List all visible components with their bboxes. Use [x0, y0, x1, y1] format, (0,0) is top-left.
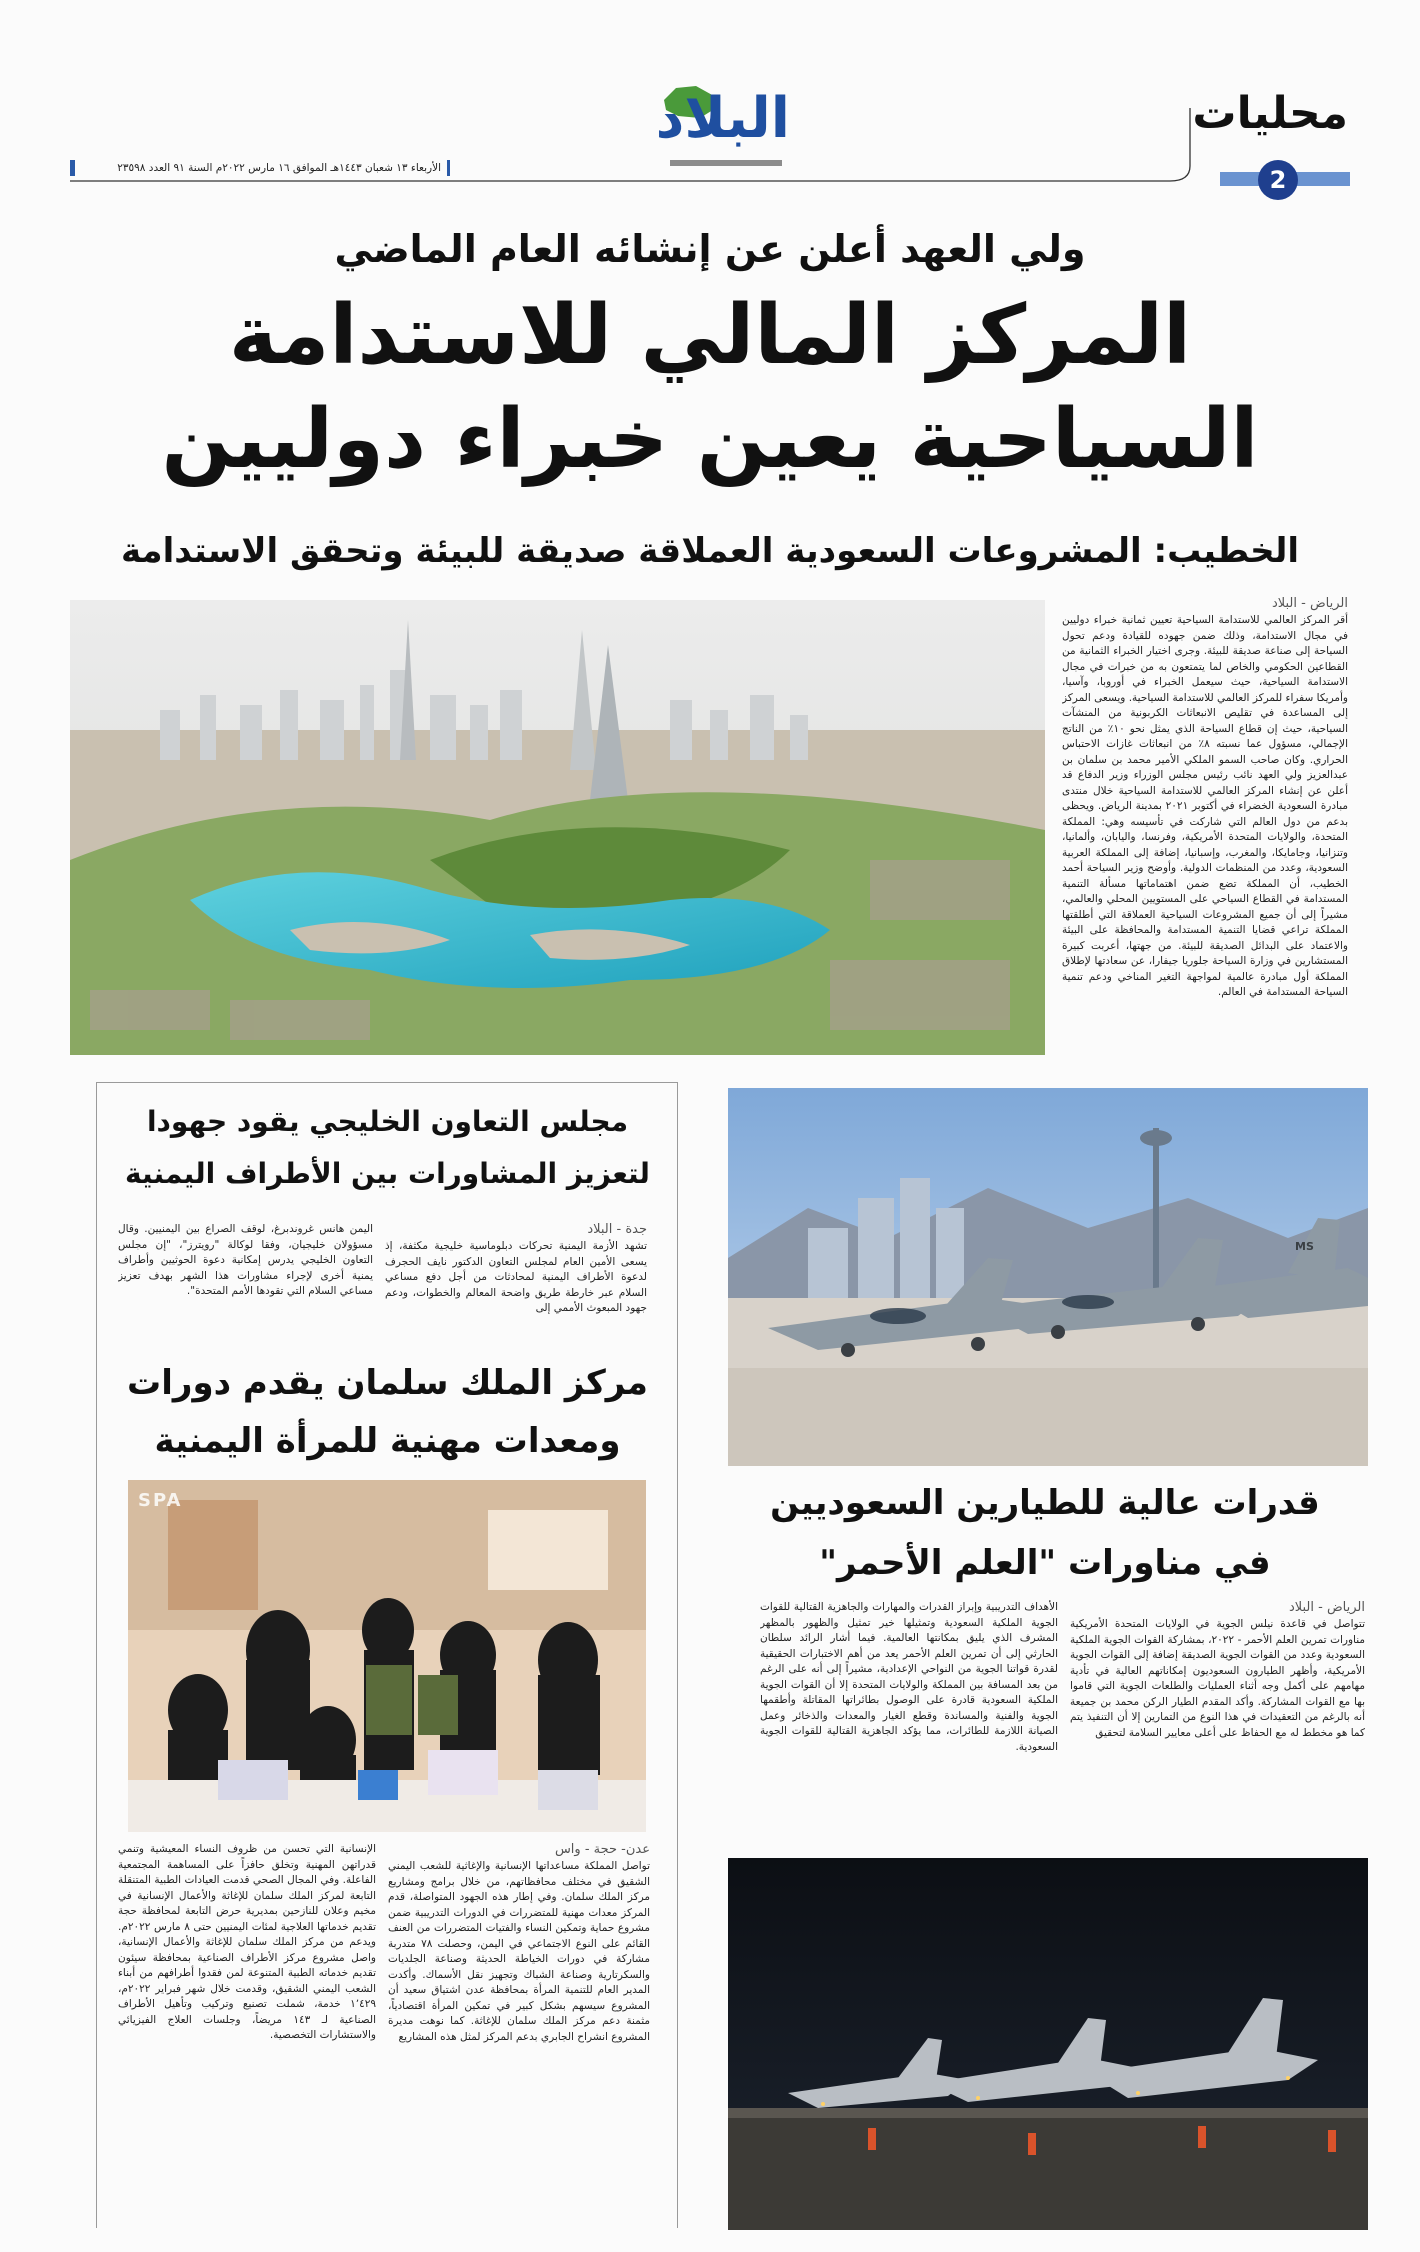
- lead-kicker: ولي العهد أعلن عن إنشائه العام الماضي: [334, 227, 1086, 271]
- lead-headline-line1: المركز المالي للاستدامة: [228, 288, 1192, 383]
- gcc-headline-line2: لتعزيز المشاورات بين الأطراف اليمنية: [125, 1157, 650, 1190]
- lead-body-column: [1062, 596, 1348, 1066]
- redflag-headline-line2: في مناورات "العلم الأحمر": [819, 1543, 1271, 1583]
- section-label: محليات: [1192, 88, 1348, 139]
- gcc-body-left: اليمن هانس غروندبرغ، لوقف الصراع بين اليمنيين. وقال مسؤولان خليجيان، وفقا لوكالة "رويترز"، "إن مجلس التعاون الخليجي يدرس إمكانية دعوة الحوثيين وأطراف يمنية أخرى لإجراء مشاورات هذا الشهر بهدف تعزيز مساعي السلام التي تقودها الأمم المتحدة".: [118, 1223, 373, 1297]
- ksrelief-body-right: عدن- حجة - واس تواصل المملكة مساعداتها الإنسانية والإغاثية للشعب اليمني الشقيق في مختلف محافظاتهم، من خلال برامج ومشاريع مركز الملك سلمان. وفي إطار هذه الجهود المتواصلة، قدم المركز معدات مهنية للمتضررات في الدورات التدريبية ضمن مشروع حماية وتمكين النساء والفتيات المتضررات من العنف القائم على النوع الاجتماعي في اليمن، وحصلت ٧٨ متدربة مشاركة في دورات الخياطة الحديثة وصناعة الجلديات والسكرتارية وصناعة الشباك وتجهيز نقل الأسماك. وأكدت المدير العام للتنمية المرأة بمحافظة عدن اشتياق سعيد أن المشروع سيسهم بشكل كبير في تمكين المرأة اقتصادياً، مثمنة دعم مركز الملك سلمان للإغاثة. كما نوهت مديرة المشروع انشراح الجابري بدعم المركز لمثل هذه المشاريع: [388, 1842, 650, 2043]
- redflag-photo-jets-night: [728, 1858, 1368, 2230]
- ksrelief-photo-workshop: [128, 1480, 646, 1832]
- date-line: الأربعاء ١٣ شعبان ١٤٤٣هـ الموافق ١٦ مارس ٢٠٢٢م السنة ٩١ العدد ٢٣٥٩٨: [70, 160, 450, 176]
- page-number: 2: [1269, 166, 1287, 194]
- redflag-body-left: الأهداف التدريبية وإبراز القدرات والمهارات والجاهزية القتالية للقوات الجوية الملكية السعودية وتمثيلها خير تمثيل والظهور بالمظهر المشرف الذي يليق بمكانتها العالمية. فيما أشار الرائد سلطان الحارثي إلى أن تمرين العلم الأحمر يعد من أهم الاختبارات الحقيقية لقدرة قواتنا الجوية من النواحي الإعدادية، مشيراً إلى أنه على الرغم من بعد المسافة بين المملكة والولايات المتحدة إلا أن القوات الجوية الملكية السعودية قادرة على الوصول بطائراتها المقاتلة وأطقمها الجوية والفنية والمساندة وقطع الغيار والمعدات والذخائر وعمل الصيانة اللازمة للطائرات، مما يؤكد الجاهزية القتالية للقوات الجوية السعودية.: [760, 1601, 1058, 1753]
- photo-watermark: SPA: [138, 1490, 183, 1511]
- lead-dateline: الرياض - البلاد: [1271, 596, 1348, 611]
- ksrelief-body-left: الإنسانية التي تحسن من ظروف النساء المعيشية وتنمي قدراتهن المهنية وتخلق حافزاً على المساهمة المجتمعية الفاعلة. وفي المجال الصحي قدمت العيادات الطبية المتنقلة التابعة لمركز الملك سلمان للإغاثة والأعمال الإنسانية في مخيم وعلان للنازحين بمديرية حرض التابعة لمحافظة حجة تقديم خدماتها العلاجية لمئات اليمنيين حتى ٨ مارس ٢٠٢٢م. ويدعم من مركز الملك سلمان للإغاثة والأعمال الإنسانية، واصل مشروع مركز الأطراف الصناعية بمحافظة سيئون تقديم خدماته الطبية المتنوعة لمن فقدوا أطرافهم من أبناء الشعب اليمني الشقيق، وقدمت خلال شهر فبراير ٢٠٢٢م، ١٬٤٢٩ خدمة، شملت تصنيع وتركيب وتأهيل الأطراف الصناعية لـ ١٤٣ مريضاً، وجلسات العلاج الفيزيائي والاستشارات التخصصية.: [118, 1843, 376, 2041]
- lead-headline-line2: السياحية يعين خبراء دوليين: [161, 392, 1259, 487]
- ksrelief-headline-line1: مركز الملك سلمان يقدم دورات: [127, 1363, 648, 1403]
- newspaper-logo: [655, 82, 790, 172]
- logo-text: البلاد: [655, 86, 790, 151]
- jet-tail-label: MS: [1295, 1240, 1314, 1253]
- gcc-dateline: جدة - البلاد: [587, 1222, 647, 1237]
- gcc-headline-line1: مجلس التعاون الخليجي يقود جهودا: [146, 1105, 629, 1138]
- redflag-photo-jets-day: [728, 1088, 1368, 1466]
- redflag-body-right: الرياض - البلاد تتواصل في قاعدة نيلس الجوية في الولايات المتحدة الأمريكية مناورات تمرين العلم الأحمر - ٢٠٢٢، بمشاركة القوات الجوية الملكية السعودية وعدد من القوات الجوية الصديقة إضافة إلى القوات الجوية الأمريكية، وأظهر الطيارون السعوديون إمكاناتهم العالية في تأدية مهامهم على أكمل وجه أثناء العمليات والطلعات الجوية التي قاموا بها مع القوات المشاركة. وأكد المقدم الطيار الركن محمد بن جميعة أنه بالرغم من التعقيدات في هذا النوع من التمارين إلا أن التنفيذ يتم كما هو مخطط له مع الحفاظ على أعلى معايير السلامة لتحقيق: [1070, 1600, 1365, 1739]
- lead-subheadline: الخطيب: المشروعات السعودية العملاقة صديقة للبيئة وتحقق الاستدامة: [120, 531, 1300, 571]
- ksrelief-dateline: عدن- حجة - واس: [554, 1842, 650, 1857]
- lead-photo-city: [70, 600, 1045, 1055]
- gcc-body-right: جدة - البلاد تشهد الأزمة اليمنية تحركات دبلوماسية خليجية مكثفة، إذ يسعى الأمين العام لمجلس التعاون الدكتور نايف الحجرف لدعوة الأطراف اليمنية لمحادثات من أجل دفع مساعي السلام عبر خارطة طريق واضحة المعالم والخطوات، ودعم جهود المبعوث الأممي إلى: [385, 1222, 647, 1314]
- ksrelief-headline-line2: ومعدات مهنية للمرأة اليمنية: [154, 1421, 621, 1461]
- redflag-dateline: الرياض - البلاد: [1288, 1600, 1365, 1615]
- redflag-headline-line1: قدرات عالية للطيارين السعوديين: [770, 1483, 1320, 1523]
- lead-body: أقر المركز العالمي للاستدامة السياحية تعيين ثمانية خبراء دوليين في مجال الاستدامة، وذلك ضمن جهوده للقيادة ودعم تحول السياحة إلى صناعة صديقة للبيئة. وجرى اختيار الخبراء الثمانية من القطاعين الحكومي والخاص لما يتمتعون به من خبرات في مجال الاستدامة السياحية، حيث سيعمل الخبراء في أوروبا، وآسيا، وأمريكا سفراء للمركز العالمي للاستدامة السياحية. ويسعى المركز إلى المساعدة في تقليص الانبعاثات الكربونية من المنشآت السياحية، حيث إن قطاع السياحة الذي يمثل نحو ١٠٪ من الناتج الإجمالي، مسؤول عما نسبته ٨٪ من انبعاثات غازات الاحتباس الحراري. وكان صاحب السمو الملكي الأمير محمد بن سلمان بن عبدالعزيز ولي العهد نائب رئيس مجلس الوزراء وزير الدفاع قد أعلن عن إنشاء المركز العالمي للاستدامة السياحية خلال منتدى مبادرة السعودية الخضراء في أكتوبر ٢٠٢١ بمدينة الرياض. ويحظى بدعم من دول العالم التي شاركت في تأسيسه وهي: المملكة المتحدة، والولايات المتحدة الأمريكية، وفرنسا، واليابان، وألمانيا، وتنزانيا، وجامايكا، والمغرب، وإسبانيا، إضافة إلى المملكة العربية السعودية، وعدد من المنظمات الدولية. وأوضح وزير السياحة أحمد الخطيب، أن المملكة تضع ضمن اهتماماتها مسألة التنمية المستدامة في القطاع السياحي على المستويين المحلي والعالمي، مشيراً إلى أن جميع المشروعات السياحية العملاقة التي أطلقتها المملكة تراعي قضايا التنمية المستدامة والمحافظة على البيئة والاعتماد على البدائل الصديقة للبيئة. من جهتها، أعربت كبيرة المستشارين في وزارة السياحة جلوريا جيفارا، عن سعادتها لإطلاق المملكة أول مبادرة عالمية لمواجهة التغير المناخي ودعم تنمية السياحة المستدامة في العالم.: [1062, 614, 1348, 998]
- page-number-badge: [1258, 160, 1298, 200]
